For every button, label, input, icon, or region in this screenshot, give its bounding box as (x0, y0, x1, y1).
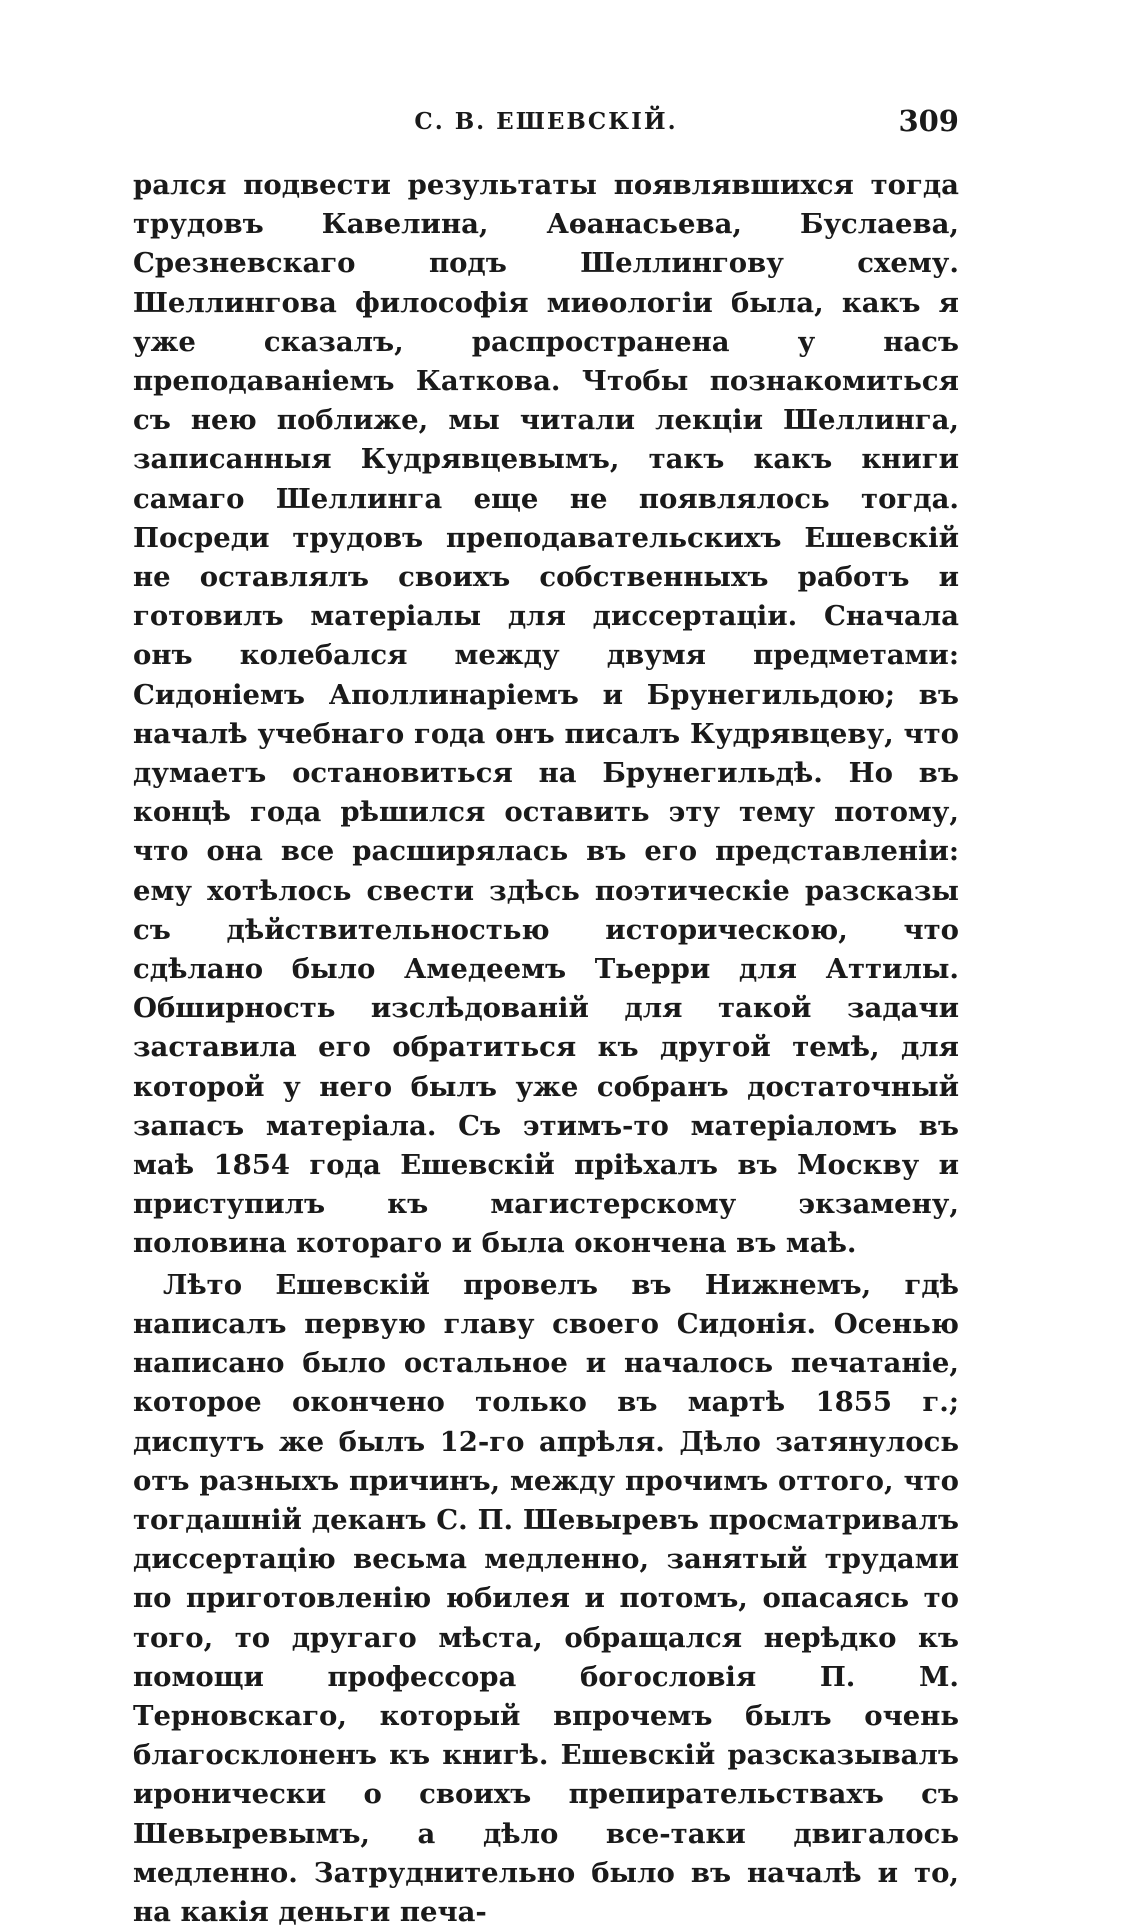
body-text (133, 166, 959, 1932)
running-head (133, 104, 959, 148)
running-title: С. В. ЕШЕВСКІЙ. (414, 108, 678, 135)
paragraph-continuation: рался подвести результаты появлявшихся тогда трудовъ Кавелина, Аѳанасьева, Буслаева, Срезневскаго подъ Шеллингову схему. Шеллингова философія миѳологіи была, какъ я уже сказалъ, распространена у насъ преподаваніемъ Каткова. Чтобы познакомиться съ нею поближе, мы читали лекціи Шеллинга, записанныя Кудрявцевымъ, такъ какъ книги самаго Шеллинга еще не появлялось тогда. Посреди трудовъ преподавательскихъ Ешевскій не оставлялъ своихъ собственныхъ работъ и готовилъ матеріалы для диссертаціи. Сначала онъ колебался между двумя предметами: Сидоніемъ Аполлинаріемъ и Брунегильдою; въ началѣ учебнаго года онъ писалъ Кудрявцеву, что думаетъ остановиться на Брунегильдѣ. Но въ концѣ года рѣшился оставить эту тему потому, что она все расширялась въ его представленіи: ему хотѣлось свести здѣсь поэтическіе разсказы съ дѣйствительностью историческою, что сдѣлано было Амедеемъ Тьерри для Аттилы. Обширность изслѣдованій для такой задачи заставила его обратиться къ другой темѣ, для которой у него былъ уже собранъ достаточный запасъ матеріала. Съ этимъ-то матеріаломъ въ маѣ 1854 года Ешевскій пріѣхалъ въ Москву и приступилъ къ магистерскому экзамену, половина котораго и была окончена въ маѣ. (133, 169, 959, 1260)
paragraph-summer: Лѣто Ешевскій провелъ въ Нижнемъ, гдѣ написалъ первую главу своего Сидонія. Осенью написано было остальное и началось печатаніе, которое окончено только въ мартѣ 1855 г.; диспутъ же былъ 12-го апрѣля. Дѣло затянулось отъ разныхъ причинъ, между прочимъ оттого, что тогдашній деканъ С. П. Шевыревъ просматривалъ диссертацію весьма медленно, занятый трудами по приготовленію юбилея и потомъ, опасаясь то того, то другаго мѣста, обращался нерѣдко къ помощи профессора богословія П. М. Терновскаго, который впрочемъ былъ очень благосклоненъ къ книгѣ. Ешевскій разсказывалъ иронически о своихъ препирательствахъ съ Шевыревымъ, а дѣло все-таки двигалось медленно. Затруднительно было въ началѣ и то, на какія деньги печа- (133, 1268, 959, 1928)
page-number: 309 (898, 104, 959, 138)
